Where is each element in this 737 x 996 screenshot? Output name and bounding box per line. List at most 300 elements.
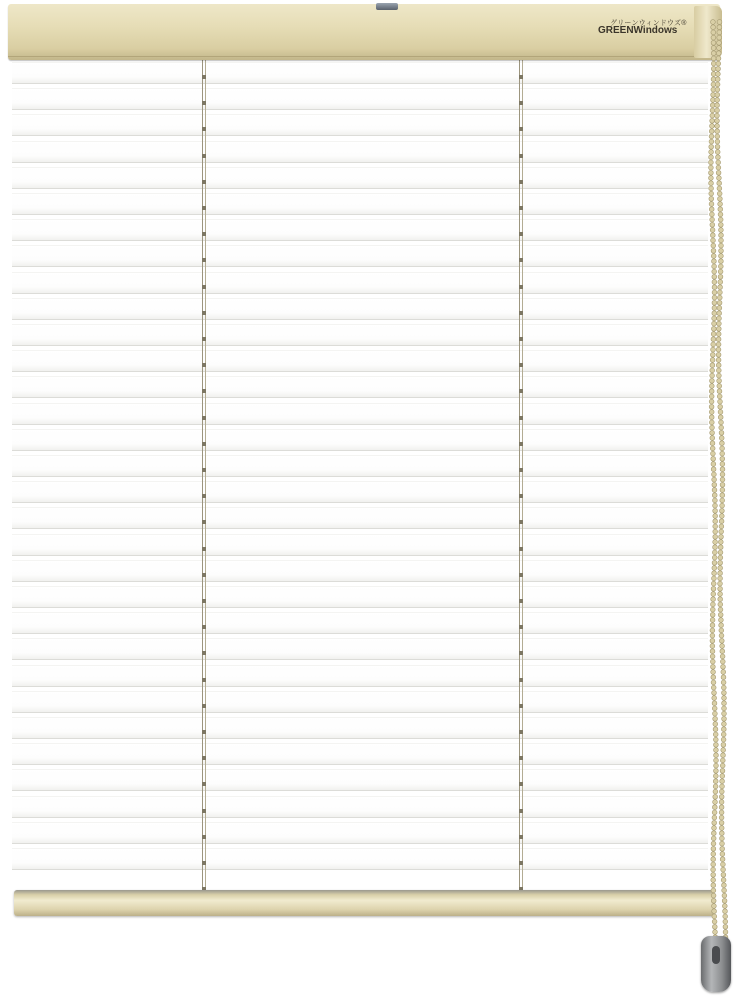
ladder-knot — [519, 520, 523, 524]
chain-bead — [711, 347, 716, 352]
slat — [12, 822, 708, 844]
chain-bead — [714, 758, 719, 763]
chain-bead — [715, 124, 720, 129]
ladder-knot — [202, 468, 206, 472]
chain-bead — [709, 389, 714, 394]
ladder-knot — [519, 678, 523, 682]
ladder-knot — [202, 520, 206, 524]
chain-bead — [714, 753, 719, 758]
ladder-knot — [519, 311, 523, 315]
ladder-knot — [202, 782, 206, 786]
chain-bead — [712, 482, 717, 487]
chain-bead — [711, 337, 716, 342]
chain-bead — [709, 196, 714, 201]
chain-bead — [718, 399, 723, 404]
chain-bead — [719, 259, 724, 264]
ladder-knot — [519, 835, 523, 839]
chain-bead — [712, 690, 717, 695]
chain-bead — [719, 425, 724, 430]
ladder-knot — [519, 730, 523, 734]
chain-bead — [723, 909, 728, 914]
chain-bead — [722, 706, 727, 711]
chain-bead — [716, 368, 721, 373]
chain-bead — [717, 321, 722, 326]
chain-bead — [712, 477, 717, 482]
chain-bead — [712, 300, 717, 305]
ladder-knot — [202, 494, 206, 498]
chain-bead — [712, 295, 717, 300]
chain-bead — [720, 488, 725, 493]
chain-bead — [722, 904, 727, 909]
chain-bead — [711, 846, 716, 851]
chain-bead — [718, 410, 723, 415]
chain-bead — [709, 404, 714, 409]
brand-kana: グリーンウィンドウズ® — [610, 20, 687, 27]
chain-bead — [715, 134, 720, 139]
chain-bead — [718, 607, 723, 612]
ladder-knot — [202, 573, 206, 577]
chain-bead — [710, 441, 715, 446]
chain-bead — [720, 477, 725, 482]
chain-bead — [717, 311, 722, 316]
chain-bead — [717, 181, 722, 186]
chain-bead — [719, 810, 724, 815]
chain-bead — [722, 716, 727, 721]
slat — [12, 691, 708, 713]
chain-bead — [718, 581, 723, 586]
chain-bead — [722, 690, 727, 695]
slat — [12, 534, 708, 556]
chain-weight-icon[interactable] — [701, 936, 731, 992]
chain-bead — [711, 92, 716, 97]
chain-bead — [713, 716, 718, 721]
chain-bead — [720, 467, 725, 472]
chain-bead — [719, 436, 724, 441]
chain-bead — [717, 316, 722, 321]
chain-bead — [711, 867, 716, 872]
chain-bead — [710, 363, 715, 368]
chain-bead — [712, 259, 717, 264]
chain-bead — [721, 670, 726, 675]
chain-bead — [713, 545, 718, 550]
chain-bead — [720, 841, 725, 846]
chain-bead — [720, 659, 725, 664]
ladder-knot — [519, 573, 523, 577]
chain-bead — [723, 930, 728, 935]
chain-bead — [718, 290, 723, 295]
chain-bead — [718, 202, 723, 207]
slat — [12, 62, 708, 84]
chain-bead — [710, 430, 715, 435]
chain-bead — [711, 685, 716, 690]
chain-bead — [717, 191, 722, 196]
chain-bead — [709, 170, 714, 175]
chain-bead — [710, 607, 715, 612]
chain-bead — [709, 202, 714, 207]
chain-bead — [720, 649, 725, 654]
ladder-knot — [202, 232, 206, 236]
chain-bead — [718, 212, 723, 217]
chain-bead — [719, 529, 724, 534]
chain-bead — [713, 524, 718, 529]
chain-bead — [711, 238, 716, 243]
chain-bead — [720, 763, 725, 768]
chain-bead — [720, 654, 725, 659]
chain-bead — [709, 150, 714, 155]
chain-bead — [710, 228, 715, 233]
ladder-cord-right — [519, 55, 524, 915]
chain-bead — [713, 794, 718, 799]
chain-bead — [719, 623, 724, 628]
ladder-knot — [202, 861, 206, 865]
chain-bead — [722, 893, 727, 898]
ladder-knot — [202, 756, 206, 760]
chain-bead — [711, 332, 716, 337]
chain-bead — [721, 867, 726, 872]
chain-bead — [719, 519, 724, 524]
slat — [12, 848, 708, 870]
chain-bead — [713, 534, 718, 539]
chain-bead — [712, 576, 717, 581]
chain-bead — [719, 534, 724, 539]
chain-bead — [711, 602, 716, 607]
chain-bead — [710, 425, 715, 430]
chain-bead — [719, 233, 724, 238]
chain-bead — [712, 815, 717, 820]
ladder-knot — [519, 547, 523, 551]
ladder-knot — [202, 101, 206, 105]
chain-bead — [709, 134, 714, 139]
brand-name: GREENWindows — [598, 25, 678, 36]
chain-bead — [711, 467, 716, 472]
ladder-knot — [519, 599, 523, 603]
chain-bead — [720, 503, 725, 508]
chain-bead — [714, 742, 719, 747]
chain-bead — [718, 555, 723, 560]
chain-bead — [717, 394, 722, 399]
chain-bead — [712, 571, 717, 576]
chain-bead — [718, 280, 723, 285]
chain-bead — [719, 618, 724, 623]
ladder-knot — [202, 75, 206, 79]
chain-bead — [718, 269, 723, 274]
chain-bead — [720, 644, 725, 649]
slat — [12, 403, 708, 425]
chain-bead — [711, 872, 716, 877]
chain-bead — [718, 550, 723, 555]
chain-bead — [719, 420, 724, 425]
chain-bead — [712, 280, 717, 285]
chain-bead — [711, 66, 716, 71]
chain-bead — [719, 826, 724, 831]
chain-bead — [712, 826, 717, 831]
chain-bead — [720, 493, 725, 498]
chain-bead — [716, 363, 721, 368]
ladder-knot — [202, 599, 206, 603]
slat — [12, 586, 708, 608]
chain-bead — [710, 436, 715, 441]
chain-bead — [711, 77, 716, 82]
chain-bead — [710, 124, 715, 129]
ladder-knot — [202, 285, 206, 289]
slat — [12, 481, 708, 503]
chain-bead — [715, 144, 720, 149]
ladder-knot — [202, 809, 206, 813]
chain-bead — [719, 805, 724, 810]
chain-bead — [711, 451, 716, 456]
chain-bead — [712, 311, 717, 316]
chain-bead — [717, 176, 722, 181]
slat — [12, 88, 708, 110]
chain-bead — [717, 384, 722, 389]
chain-bead — [713, 514, 718, 519]
ladder-knot — [519, 285, 523, 289]
ladder-knot — [202, 651, 206, 655]
chain-bead — [709, 144, 714, 149]
chain-bead — [713, 711, 718, 716]
ladder-knot — [519, 101, 523, 105]
chain-bead — [710, 118, 715, 123]
chain-bead — [719, 228, 724, 233]
ladder-knot — [519, 809, 523, 813]
chain-bead — [719, 800, 724, 805]
chain-bead — [715, 129, 720, 134]
chain-bead — [718, 597, 723, 602]
chain-bead — [719, 254, 724, 259]
chain-bead — [711, 680, 716, 685]
chain-bead — [715, 118, 720, 123]
chain-bead — [721, 748, 726, 753]
chain-bead — [712, 560, 717, 565]
chain-bead — [709, 394, 714, 399]
chain-bead — [720, 498, 725, 503]
chain-bead — [710, 628, 715, 633]
chain-bead — [711, 248, 716, 253]
ladder-knot — [519, 782, 523, 786]
chain-bead — [717, 373, 722, 378]
chain-bead — [717, 306, 722, 311]
chain-bead — [720, 758, 725, 763]
chain-bead — [711, 342, 716, 347]
chain-bead — [711, 883, 716, 888]
chain-bead — [721, 753, 726, 758]
chain-bead — [723, 919, 728, 924]
chain-bead — [710, 233, 715, 238]
ladder-knot — [202, 678, 206, 682]
chain-bead — [711, 456, 716, 461]
chain-bead — [709, 420, 714, 425]
ladder-knot — [519, 494, 523, 498]
chain-bead — [723, 914, 728, 919]
chain-bead — [720, 508, 725, 513]
chain-bead — [718, 592, 723, 597]
slat — [12, 429, 708, 451]
chain-bead — [720, 451, 725, 456]
ladder-knot — [519, 389, 523, 393]
chain-bead — [720, 462, 725, 467]
chain-bead — [710, 358, 715, 363]
chain-bead — [719, 524, 724, 529]
chain-bead — [715, 87, 720, 92]
chain-bead — [712, 924, 717, 929]
chain-bead — [711, 841, 716, 846]
chain-bead — [715, 77, 720, 82]
ladder-knot — [519, 704, 523, 708]
chain-bead — [721, 675, 726, 680]
slat — [12, 665, 708, 687]
chain-bead — [717, 295, 722, 300]
chain-bead — [711, 675, 716, 680]
chain-bead — [713, 503, 718, 508]
chain-bead — [709, 186, 714, 191]
ladder-knot — [519, 75, 523, 79]
chain-bead — [710, 649, 715, 654]
chain-bead — [710, 352, 715, 357]
chain-bead — [722, 722, 727, 727]
chain-bead — [712, 321, 717, 326]
chain-bead — [713, 727, 718, 732]
chain-bead — [711, 72, 716, 77]
slat — [12, 114, 708, 136]
chain-bead — [712, 706, 717, 711]
bottom-rail — [14, 890, 714, 916]
chain-bead — [709, 415, 714, 420]
ladder-knot — [202, 416, 206, 420]
chain-bead — [716, 72, 721, 77]
ladder-knot — [519, 337, 523, 341]
chain-bead — [718, 222, 723, 227]
chain-bead — [718, 602, 723, 607]
ladder-knot — [202, 258, 206, 262]
ladder-knot — [519, 232, 523, 236]
ladder-knot — [519, 127, 523, 131]
chain-bead — [711, 831, 716, 836]
slat — [12, 717, 708, 739]
chain-bead — [711, 852, 716, 857]
ladder-knot — [202, 389, 206, 393]
chain-bead — [711, 98, 716, 103]
chain-bead — [713, 732, 718, 737]
chain-bead — [716, 66, 721, 71]
chain-bead — [717, 300, 722, 305]
chain-bead — [709, 384, 714, 389]
chain-bead — [712, 306, 717, 311]
chain-bead — [712, 566, 717, 571]
mounting-clip-icon — [376, 3, 398, 10]
chain-bead — [719, 430, 724, 435]
chain-bead — [717, 378, 722, 383]
chain-bead — [719, 633, 724, 638]
chain-bead — [716, 326, 721, 331]
chain-bead — [713, 498, 718, 503]
chain-bead — [716, 342, 721, 347]
chain-bead — [712, 820, 717, 825]
chain-bead — [719, 831, 724, 836]
ladder-knot — [202, 311, 206, 315]
chain-bead — [709, 207, 714, 212]
chain-bead — [716, 347, 721, 352]
chain-bead — [710, 103, 715, 108]
chain-bead — [709, 176, 714, 181]
chain-bead — [716, 170, 721, 175]
slat — [12, 219, 708, 241]
chain-bead — [709, 139, 714, 144]
chain-bead — [710, 212, 715, 217]
chain-bead — [722, 696, 727, 701]
chain-bead — [715, 92, 720, 97]
chain-bead — [711, 857, 716, 862]
ladder-knot — [519, 154, 523, 158]
chain-bead — [715, 113, 720, 118]
chain-bead — [712, 316, 717, 321]
slat — [12, 298, 708, 320]
chain-bead — [715, 108, 720, 113]
chain-bead — [718, 264, 723, 269]
chain-bead — [711, 836, 716, 841]
ladder-knot — [202, 154, 206, 158]
brand-logo — [598, 20, 690, 42]
chain-bead — [711, 597, 716, 602]
slat — [12, 324, 708, 346]
chain-bead — [719, 815, 724, 820]
chain-bead — [711, 878, 716, 883]
chain-bead — [712, 472, 717, 477]
chain-bead — [716, 165, 721, 170]
chain-bead — [719, 243, 724, 248]
chain-bead — [711, 670, 716, 675]
slat — [12, 350, 708, 372]
slat — [12, 796, 708, 818]
chain-bead — [709, 399, 714, 404]
chain-bead — [719, 794, 724, 799]
chain-bead — [713, 540, 718, 545]
chain-bead — [713, 784, 718, 789]
chain-bead — [721, 664, 726, 669]
chain-bead — [716, 358, 721, 363]
chain-bead — [721, 732, 726, 737]
chain-bead — [712, 696, 717, 701]
slat — [12, 769, 708, 791]
chain-bead — [713, 800, 718, 805]
slat — [12, 272, 708, 294]
slat — [12, 167, 708, 189]
chain-bead — [712, 274, 717, 279]
chain-bead — [712, 269, 717, 274]
chain-bead — [718, 586, 723, 591]
chain-bead — [715, 98, 720, 103]
chain-bead — [713, 722, 718, 727]
ladder-knot — [519, 861, 523, 865]
chain-bead — [709, 181, 714, 186]
chain-bead — [711, 61, 716, 66]
chain-bead — [713, 529, 718, 534]
chain-bead — [717, 389, 722, 394]
slat — [12, 376, 708, 398]
chain-bead — [721, 872, 726, 877]
ladder-knot — [519, 625, 523, 629]
chain-bead — [719, 248, 724, 253]
chain-bead — [720, 779, 725, 784]
ladder-knot — [519, 180, 523, 184]
chain-bead — [711, 326, 716, 331]
chain-bead — [720, 784, 725, 789]
chain-bead — [709, 165, 714, 170]
slat — [12, 743, 708, 765]
chain-bead — [713, 519, 718, 524]
ladder-knot — [519, 651, 523, 655]
chain-bead — [710, 222, 715, 227]
ladder-knot — [519, 442, 523, 446]
